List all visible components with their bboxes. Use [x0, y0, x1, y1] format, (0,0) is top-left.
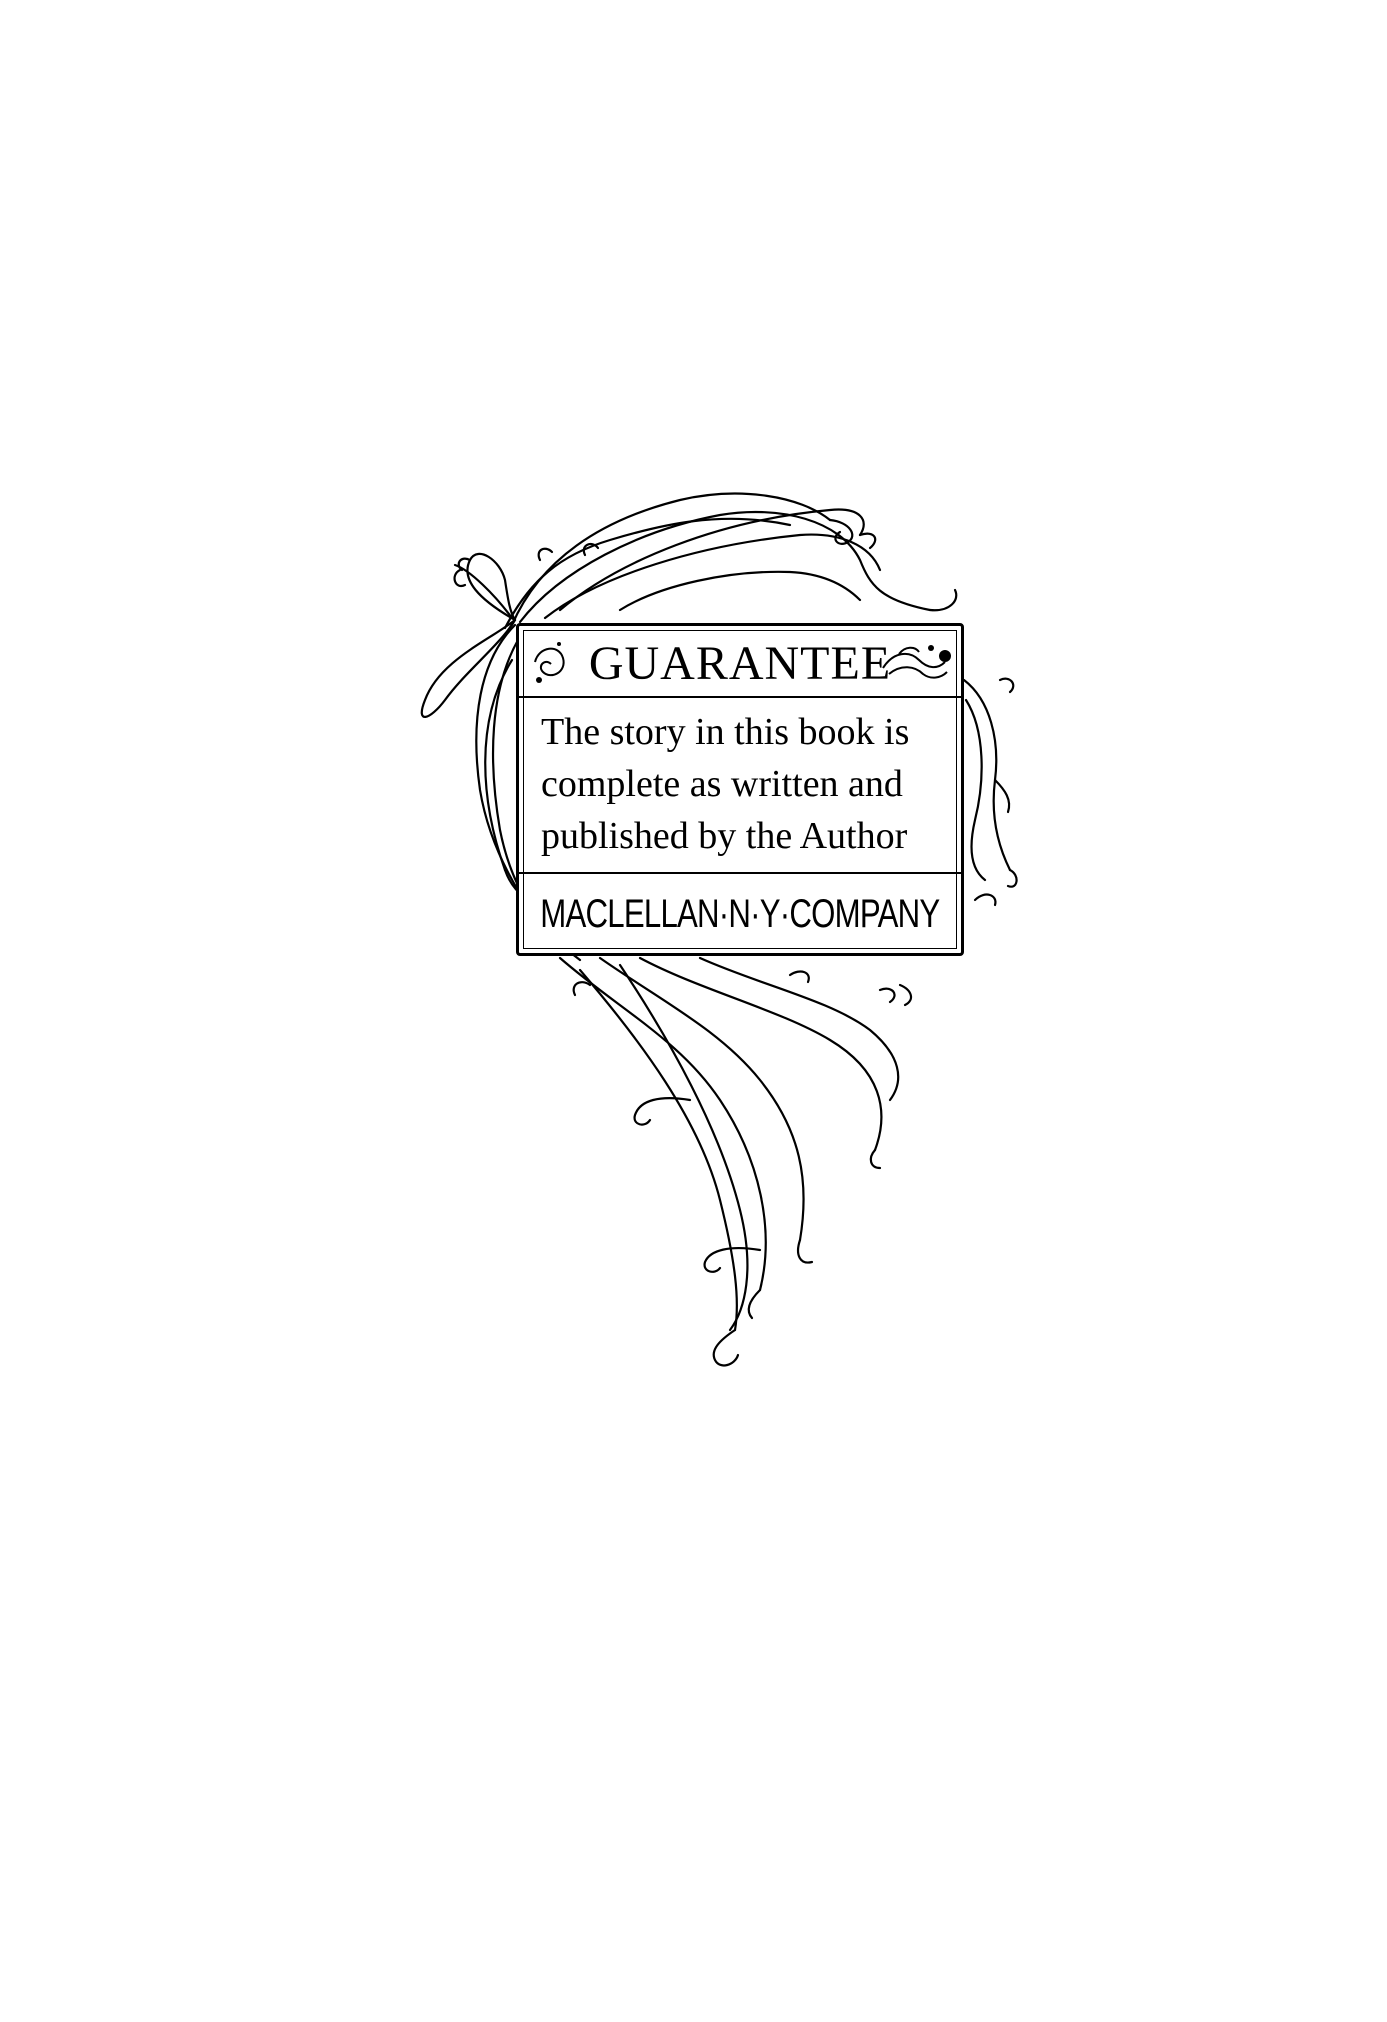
publisher-row	[519, 876, 961, 953]
label-body	[519, 698, 961, 874]
right-flourish-icon	[879, 634, 953, 690]
body-line-1: The story in this book is	[541, 711, 910, 753]
guarantee-label	[516, 623, 964, 956]
title-row	[519, 626, 961, 698]
left-flourish-icon	[529, 634, 569, 690]
body-line-2: complete as written and	[541, 763, 903, 805]
body-line-3: published by the Author	[541, 815, 908, 857]
publisher-name: MACLELLAN·N·Y·COMPANY	[540, 892, 940, 936]
label-title: GUARANTEE	[588, 637, 892, 690]
